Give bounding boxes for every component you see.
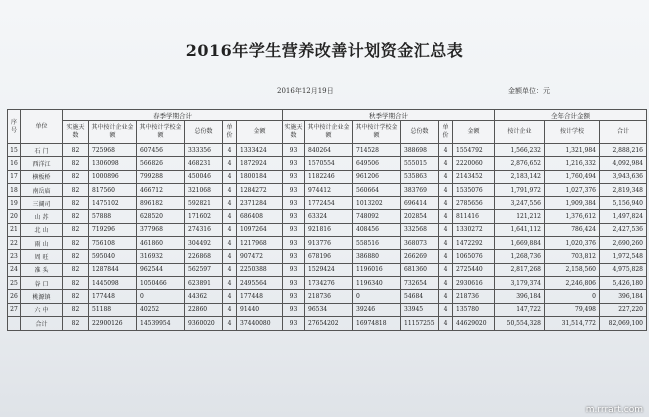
cell-autumn-servings: 732654: [401, 276, 439, 289]
cell-year-school: 1,321,984: [545, 144, 600, 157]
cell-spring-school-fund: 896182: [137, 197, 185, 210]
header-autumn-school-fund: 其中按计学校金额: [353, 121, 401, 144]
cell-spring-school-fund: 461860: [137, 237, 185, 250]
cell-year-school: 1,376,612: [545, 210, 600, 223]
cell-spring-days: 82: [63, 170, 89, 183]
fund-summary-table: [7, 109, 647, 331]
cell-year-school: 1,027,376: [545, 183, 600, 196]
cell-year-county: 2,183,142: [495, 170, 545, 183]
cell-autumn-county-fund: 921816: [305, 223, 353, 236]
cell-spring-school-fund: 40252: [137, 303, 185, 316]
cell-year-county: 1,791,972: [495, 183, 545, 196]
cell-unit-name: 山 苏: [21, 210, 63, 223]
cell-spring-price: 4: [223, 183, 237, 196]
cell-spring-school-fund: 799288: [137, 170, 185, 183]
cell-autumn-days: 93: [283, 144, 305, 157]
table-row: [8, 276, 647, 289]
header-autumn-price: 单价: [439, 121, 453, 144]
cell-spring-county-fund: 22900126: [89, 316, 137, 330]
cell-autumn-county-fund: 678196: [305, 250, 353, 263]
cell-autumn-servings: 383769: [401, 183, 439, 196]
cell-seq: 21: [8, 223, 21, 236]
table-row: [8, 210, 647, 223]
cell-year-total: 3,943,636: [600, 170, 647, 183]
cell-spring-price: 4: [223, 316, 237, 330]
cell-autumn-price: 4: [439, 276, 453, 289]
header-spring-price: 单价: [223, 121, 237, 144]
cell-spring-amount: 686408: [237, 210, 283, 223]
cell-spring-price: 4: [223, 210, 237, 223]
cell-year-county: 1,669,884: [495, 237, 545, 250]
cell-spring-days: 82: [63, 250, 89, 263]
cell-autumn-price: 4: [439, 237, 453, 250]
cell-autumn-school-fund: 961206: [353, 170, 401, 183]
cell-spring-days: 82: [63, 276, 89, 289]
cell-autumn-school-fund: 386880: [353, 250, 401, 263]
cell-unit-name: 北 山: [21, 223, 63, 236]
cell-autumn-servings: 681360: [401, 263, 439, 276]
cell-autumn-days: 93: [283, 210, 305, 223]
cell-spring-price: 4: [223, 263, 237, 276]
cell-spring-price: 4: [223, 290, 237, 303]
cell-spring-price: 4: [223, 303, 237, 316]
header-seq: 序号: [8, 110, 21, 144]
cell-spring-school-fund: 962544: [137, 263, 185, 276]
cell-spring-amount: 2495564: [237, 276, 283, 289]
cell-spring-county-fund: 57888: [89, 210, 137, 223]
cell-spring-county-fund: 817560: [89, 183, 137, 196]
table-row: [8, 263, 647, 276]
cell-unit-name: 桃源镇: [21, 290, 63, 303]
cell-spring-servings: 592821: [185, 197, 223, 210]
header-autumn-amount: 金额: [453, 121, 495, 144]
cell-autumn-school-fund: 408456: [353, 223, 401, 236]
header-year-total: 合计: [600, 121, 647, 144]
cell-autumn-school-fund: 649506: [353, 157, 401, 170]
cell-autumn-servings: 388698: [401, 144, 439, 157]
table-total-row: [8, 316, 647, 330]
cell-autumn-servings: 11157255: [401, 316, 439, 330]
cell-spring-county-fund: 1306098: [89, 157, 137, 170]
cell-autumn-days: 93: [283, 290, 305, 303]
header-year-group: 全年合计金额: [495, 110, 647, 121]
cell-year-county: 2,876,652: [495, 157, 545, 170]
cell-autumn-school-fund: 16974818: [353, 316, 401, 330]
document-title: 2016年学生营养改善计划资金汇总表: [185, 41, 464, 60]
cell-spring-servings: 321068: [185, 183, 223, 196]
cell-autumn-county-fund: 96534: [305, 303, 353, 316]
cell-spring-county-fund: 756108: [89, 237, 137, 250]
cell-autumn-servings: 33945: [401, 303, 439, 316]
cell-autumn-amount: 1472292: [453, 237, 495, 250]
header-autumn-days: 实施天数: [283, 121, 305, 144]
cell-spring-amount: 1800184: [237, 170, 283, 183]
cell-autumn-price: 4: [439, 303, 453, 316]
cell-spring-school-fund: 0: [137, 290, 185, 303]
cell-spring-price: 4: [223, 223, 237, 236]
cell-autumn-servings: 368073: [401, 237, 439, 250]
cell-autumn-days: 93: [283, 316, 305, 330]
cell-spring-servings: 562597: [185, 263, 223, 276]
cell-autumn-amount: 2143452: [453, 170, 495, 183]
cell-autumn-servings: 202854: [401, 210, 439, 223]
watermark: m.rrrart.com: [585, 405, 643, 415]
table-row: [8, 290, 647, 303]
cell-spring-servings: 274316: [185, 223, 223, 236]
cell-spring-price: 4: [223, 170, 237, 183]
cell-year-county: 50,554,328: [495, 316, 545, 330]
cell-spring-county-fund: 719296: [89, 223, 137, 236]
cell-autumn-school-fund: 0: [353, 290, 401, 303]
cell-autumn-price: 4: [439, 250, 453, 263]
cell-spring-days: 82: [63, 197, 89, 210]
cell-seq: [8, 316, 21, 330]
table-row: [8, 237, 647, 250]
cell-spring-county-fund: 177448: [89, 290, 137, 303]
cell-autumn-county-fund: 840264: [305, 144, 353, 157]
cell-spring-servings: 44362: [185, 290, 223, 303]
cell-spring-days: 82: [63, 290, 89, 303]
cell-spring-county-fund: 51188: [89, 303, 137, 316]
cell-spring-amount: 1217968: [237, 237, 283, 250]
cell-spring-days: 82: [63, 316, 89, 330]
cell-unit-name: 准 头: [21, 263, 63, 276]
cell-year-total: 2,888,216: [600, 144, 647, 157]
cell-unit-name: 三阔司: [21, 197, 63, 210]
cell-autumn-amount: 2785656: [453, 197, 495, 210]
cell-autumn-school-fund: 1196340: [353, 276, 401, 289]
cell-year-total: 227,220: [600, 303, 647, 316]
cell-spring-price: 4: [223, 197, 237, 210]
cell-spring-amount: 907472: [237, 250, 283, 263]
cell-autumn-amount: 135780: [453, 303, 495, 316]
cell-seq: 20: [8, 210, 21, 223]
header-spring-group: 春季学期合计: [63, 110, 283, 121]
cell-autumn-amount: 1535076: [453, 183, 495, 196]
cell-spring-servings: 226868: [185, 250, 223, 263]
cell-year-total: 396,184: [600, 290, 647, 303]
cell-unit-name: 周 旺: [21, 250, 63, 263]
cell-year-total: 5,156,940: [600, 197, 647, 210]
cell-spring-servings: 304492: [185, 237, 223, 250]
cell-year-school: 2,158,560: [545, 263, 600, 276]
cell-spring-county-fund: 1445098: [89, 276, 137, 289]
cell-seq: 17: [8, 170, 21, 183]
cell-autumn-price: 4: [439, 223, 453, 236]
cell-spring-school-fund: 466712: [137, 183, 185, 196]
cell-spring-county-fund: 725968: [89, 144, 137, 157]
cell-autumn-price: 4: [439, 197, 453, 210]
cell-autumn-amount: 1065076: [453, 250, 495, 263]
cell-year-total: 4,092,984: [600, 157, 647, 170]
cell-autumn-price: 4: [439, 157, 453, 170]
cell-seq: 27: [8, 303, 21, 316]
cell-spring-amount: 1097264: [237, 223, 283, 236]
cell-year-county: 2,817,268: [495, 263, 545, 276]
cell-autumn-county-fund: 27654202: [305, 316, 353, 330]
table-row: [8, 183, 647, 196]
cell-year-county: 147,722: [495, 303, 545, 316]
cell-year-school: 1,760,494: [545, 170, 600, 183]
cell-year-county: 121,212: [495, 210, 545, 223]
cell-spring-price: 4: [223, 237, 237, 250]
currency-unit-note: 金额单位：元: [508, 87, 550, 95]
cell-autumn-days: 93: [283, 303, 305, 316]
cell-year-total: 2,427,536: [600, 223, 647, 236]
cell-seq: 19: [8, 197, 21, 210]
cell-seq: 24: [8, 263, 21, 276]
cell-spring-amount: 2371284: [237, 197, 283, 210]
cell-autumn-amount: 1330272: [453, 223, 495, 236]
header-spring-servings: 总份数: [185, 121, 223, 144]
cell-year-total: 1,497,824: [600, 210, 647, 223]
cell-spring-price: 4: [223, 276, 237, 289]
table-row: [8, 303, 647, 316]
cell-unit-name: 石 门: [21, 144, 63, 157]
cell-autumn-amount: 2725440: [453, 263, 495, 276]
cell-seq: 25: [8, 276, 21, 289]
cell-spring-servings: 450046: [185, 170, 223, 183]
cell-year-school: 1,909,384: [545, 197, 600, 210]
cell-unit-name: 西洋江: [21, 157, 63, 170]
cell-spring-amount: 1872924: [237, 157, 283, 170]
cell-spring-school-fund: 316932: [137, 250, 185, 263]
cell-autumn-days: 93: [283, 237, 305, 250]
header-year-county: 按计企业: [495, 121, 545, 144]
cell-autumn-county-fund: 974412: [305, 183, 353, 196]
cell-spring-days: 82: [63, 210, 89, 223]
cell-spring-days: 82: [63, 183, 89, 196]
cell-autumn-servings: 266269: [401, 250, 439, 263]
cell-spring-school-fund: 566826: [137, 157, 185, 170]
cell-autumn-days: 93: [283, 223, 305, 236]
cell-spring-school-fund: 628520: [137, 210, 185, 223]
cell-spring-amount: 91440: [237, 303, 283, 316]
cell-autumn-servings: 555015: [401, 157, 439, 170]
cell-seq: 26: [8, 290, 21, 303]
cell-autumn-county-fund: 1529424: [305, 263, 353, 276]
cell-year-county: 1,641,112: [495, 223, 545, 236]
cell-spring-amount: 1333424: [237, 144, 283, 157]
cell-spring-servings: 171602: [185, 210, 223, 223]
cell-spring-amount: 1284272: [237, 183, 283, 196]
cell-unit-name: 六 中: [21, 303, 63, 316]
cell-unit-name: 雨 山: [21, 237, 63, 250]
cell-autumn-price: 4: [439, 183, 453, 196]
header-spring-days: 实施天数: [63, 121, 89, 144]
table-row: [8, 250, 647, 263]
cell-autumn-amount: 2930616: [453, 276, 495, 289]
cell-autumn-servings: 332568: [401, 223, 439, 236]
cell-spring-school-fund: 607456: [137, 144, 185, 157]
cell-spring-amount: 177448: [237, 290, 283, 303]
cell-unit-name: 南岳庙: [21, 183, 63, 196]
cell-unit-name: 合计: [21, 316, 63, 330]
cell-spring-days: 82: [63, 303, 89, 316]
cell-spring-price: 4: [223, 250, 237, 263]
cell-year-total: 2,819,348: [600, 183, 647, 196]
table-row: [8, 157, 647, 170]
cell-autumn-amount: 811416: [453, 210, 495, 223]
cell-autumn-amount: 218736: [453, 290, 495, 303]
cell-spring-price: 4: [223, 144, 237, 157]
cell-autumn-servings: 54684: [401, 290, 439, 303]
cell-autumn-servings: 696414: [401, 197, 439, 210]
cell-spring-days: 82: [63, 263, 89, 276]
cell-spring-days: 82: [63, 237, 89, 250]
cell-autumn-amount: 1554792: [453, 144, 495, 157]
cell-spring-servings: 468231: [185, 157, 223, 170]
cell-year-school: 31,514,772: [545, 316, 600, 330]
header-spring-amount: 金额: [237, 121, 283, 144]
cell-spring-county-fund: 595040: [89, 250, 137, 263]
cell-year-county: 1,268,736: [495, 250, 545, 263]
header-spring-county-fund: 其中按计企业金额: [89, 121, 137, 144]
cell-year-school: 703,812: [545, 250, 600, 263]
cell-spring-days: 82: [63, 144, 89, 157]
header-year-school: 按计学校: [545, 121, 600, 144]
cell-autumn-school-fund: 714528: [353, 144, 401, 157]
cell-autumn-price: 4: [439, 263, 453, 276]
cell-autumn-days: 93: [283, 263, 305, 276]
cell-autumn-school-fund: 1013202: [353, 197, 401, 210]
cell-year-school: 1,020,376: [545, 237, 600, 250]
cell-year-total: 2,690,260: [600, 237, 647, 250]
cell-autumn-days: 93: [283, 170, 305, 183]
cell-year-county: 396,184: [495, 290, 545, 303]
cell-spring-county-fund: 1475102: [89, 197, 137, 210]
cell-year-total: 82,069,100: [600, 316, 647, 330]
cell-year-school: 1,216,332: [545, 157, 600, 170]
cell-seq: 22: [8, 237, 21, 250]
header-autumn-county-fund: 其中按计企业金额: [305, 121, 353, 144]
header-spring-school-fund: 其中按计学校金额: [137, 121, 185, 144]
cell-spring-amount: 37440080: [237, 316, 283, 330]
cell-autumn-price: 4: [439, 290, 453, 303]
cell-autumn-county-fund: 1182246: [305, 170, 353, 183]
header-unit: 单位: [21, 110, 63, 144]
cell-autumn-school-fund: 39246: [353, 303, 401, 316]
cell-autumn-school-fund: 558516: [353, 237, 401, 250]
header-autumn-group: 秋季学期合计: [283, 110, 495, 121]
cell-spring-school-fund: 14539954: [137, 316, 185, 330]
cell-autumn-days: 93: [283, 157, 305, 170]
cell-autumn-price: 4: [439, 144, 453, 157]
cell-autumn-price: 4: [439, 210, 453, 223]
cell-autumn-amount: 2220060: [453, 157, 495, 170]
cell-autumn-days: 93: [283, 276, 305, 289]
cell-year-total: 1,972,548: [600, 250, 647, 263]
table-row: [8, 197, 647, 210]
cell-seq: 18: [8, 183, 21, 196]
cell-seq: 16: [8, 157, 21, 170]
table-row: [8, 223, 647, 236]
cell-year-school: 79,498: [545, 303, 600, 316]
cell-autumn-amount: 44629020: [453, 316, 495, 330]
cell-unit-name: 横板桥: [21, 170, 63, 183]
cell-spring-servings: 333356: [185, 144, 223, 157]
table-row: [8, 144, 647, 157]
cell-year-county: 3,179,374: [495, 276, 545, 289]
table-row: [8, 170, 647, 183]
cell-autumn-days: 93: [283, 250, 305, 263]
cell-autumn-county-fund: 1570554: [305, 157, 353, 170]
cell-autumn-county-fund: 1734276: [305, 276, 353, 289]
cell-autumn-county-fund: 63324: [305, 210, 353, 223]
cell-spring-county-fund: 1000896: [89, 170, 137, 183]
cell-year-county: 1,566,232: [495, 144, 545, 157]
cell-year-school: 0: [545, 290, 600, 303]
cell-spring-servings: 22860: [185, 303, 223, 316]
cell-year-total: 4,975,828: [600, 263, 647, 276]
cell-autumn-school-fund: 748092: [353, 210, 401, 223]
cell-spring-county-fund: 1287844: [89, 263, 137, 276]
cell-year-school: 786,424: [545, 223, 600, 236]
cell-autumn-price: 4: [439, 170, 453, 183]
cell-spring-school-fund: 1050466: [137, 276, 185, 289]
cell-autumn-servings: 535863: [401, 170, 439, 183]
cell-autumn-county-fund: 218736: [305, 290, 353, 303]
cell-autumn-price: 4: [439, 316, 453, 330]
cell-seq: 23: [8, 250, 21, 263]
cell-spring-price: 4: [223, 157, 237, 170]
cell-autumn-days: 93: [283, 197, 305, 210]
cell-autumn-county-fund: 1772454: [305, 197, 353, 210]
cell-spring-days: 82: [63, 157, 89, 170]
report-date: 2016年12月19日: [277, 87, 334, 95]
cell-autumn-days: 93: [283, 183, 305, 196]
cell-year-school: 2,246,806: [545, 276, 600, 289]
header-autumn-servings: 总份数: [401, 121, 439, 144]
cell-autumn-county-fund: 913776: [305, 237, 353, 250]
cell-spring-servings: 9360020: [185, 316, 223, 330]
cell-spring-school-fund: 377968: [137, 223, 185, 236]
cell-autumn-school-fund: 1196016: [353, 263, 401, 276]
cell-spring-amount: 2250388: [237, 263, 283, 276]
cell-unit-name: 谷 口: [21, 276, 63, 289]
cell-seq: 15: [8, 144, 21, 157]
cell-year-county: 3,247,556: [495, 197, 545, 210]
cell-spring-days: 82: [63, 223, 89, 236]
cell-year-total: 5,426,180: [600, 276, 647, 289]
cell-spring-servings: 623891: [185, 276, 223, 289]
cell-autumn-school-fund: 560664: [353, 183, 401, 196]
